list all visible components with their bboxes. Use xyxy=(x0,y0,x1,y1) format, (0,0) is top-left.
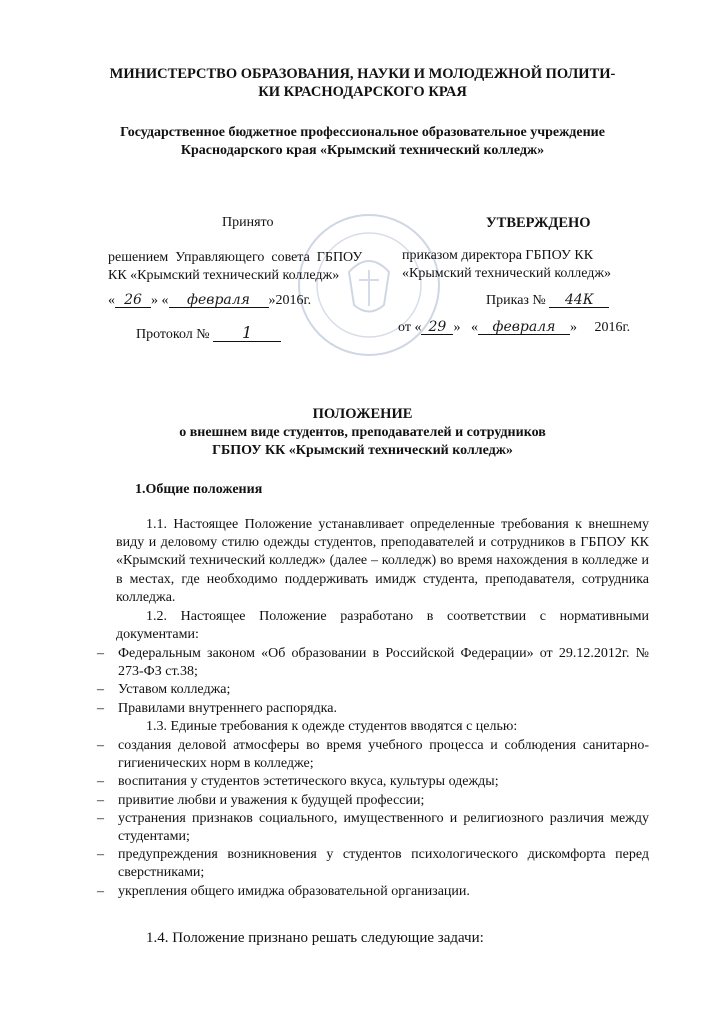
list-item: – укрепления общего имиджа образовательной организации. xyxy=(97,883,649,901)
paragraph-1-1: 1.1. Настоящее Положение устанавливает определенные требования к внешнему виду и деловому стилю одежды студентов, преподавателей и сотрудников в ГБПОУ КК «Крымский технический колледж» (далее – колледж) во время нахождения в колледже и в местах, где необходимо поддерживать имидж студента, преподавателя, сотрудника колледжа. xyxy=(116,517,649,605)
order-from-label: от xyxy=(398,320,411,335)
list-item: – устранения признаков социального, имущественного и религиозного различия между студентами; xyxy=(97,810,649,846)
council-decision-line-1: решением Управляющего совета ГБПОУ xyxy=(108,250,363,265)
director-order-line-1: приказом директора ГБПОУ КК xyxy=(402,248,594,263)
list-item: – предупреждения возникновения у студентов психологического дискомфорта перед сверстниками; xyxy=(97,846,649,882)
section-1-heading: 1.Общие положения xyxy=(135,482,263,497)
approved-label: УТВЕРЖДЕНО xyxy=(486,215,591,231)
accepted-label: Принято xyxy=(222,215,274,230)
order-number-line xyxy=(486,293,609,309)
order-label: Приказ № xyxy=(486,293,546,308)
official-seal xyxy=(294,210,444,360)
institution-line-1: Государственное бюджетное профессиональное образовательное учреждение xyxy=(120,125,605,140)
order-date-year: 2016г. xyxy=(594,320,631,335)
list-item: – Федеральным законом «Об образовании в Российской Федерации» от 29.12.2012г. № 273-ФЗ ст.38; xyxy=(97,645,649,681)
list-1-3 xyxy=(97,737,649,901)
order-date-line: от « 29 » « февраля » 2016г. xyxy=(398,319,631,335)
council-decision-line-2: КК «Крымский технический колледж» xyxy=(108,268,340,283)
list-1-2 xyxy=(97,645,649,718)
protocol-line xyxy=(136,325,281,343)
paragraph-1-3: 1.3. Единые требования к одежде студентов вводятся с целью: xyxy=(146,719,518,734)
document-subtitle-line-2: ГБПОУ КК «Крымский технический колледж» xyxy=(212,443,513,458)
list-item: – создания деловой атмосферы во время учебного процесса и соблюдения санитарно-гигиенических норм в колледже; xyxy=(97,737,649,773)
document-title: ПОЛОЖЕНИЕ xyxy=(312,406,413,422)
document-subtitle-line-1: о внешнем виде студентов, преподавателей и сотрудников xyxy=(179,425,546,440)
protocol-number: 1 xyxy=(213,325,281,342)
order-date-day: 29 xyxy=(421,320,453,335)
ministry-line-1: МИНИСТЕРСТВО ОБРАЗОВАНИЯ, НАУКИ И МОЛОДЕЖНОЙ ПОЛИТИ- xyxy=(109,66,616,82)
order-number: 44К xyxy=(549,293,609,308)
council-date-year: 2016г. xyxy=(275,293,312,308)
list-item: – воспитания у студентов эстетического вкуса, культуры одежды; xyxy=(97,773,649,791)
list-item: – привитие любви и уважения к будущей профессии; xyxy=(97,792,649,810)
institution-line-2: Краснодарского края «Крымский технический колледж» xyxy=(180,143,545,158)
director-order-line-2: «Крымский технический колледж» xyxy=(402,266,612,281)
list-item: – Правилами внутреннего распорядка. xyxy=(97,700,649,718)
paragraph-1-2: 1.2. Настоящее Положение разработано в соответствии с нормативными документами: xyxy=(116,609,649,643)
order-date-month: февраля xyxy=(478,320,570,335)
protocol-label: Протокол № xyxy=(136,327,210,342)
council-decision-date: « 26 » « февраля »2016г. xyxy=(108,292,312,308)
ministry-line-2: КИ КРАСНОДАРСКОГО КРАЯ xyxy=(258,84,467,100)
list-item: – Уставом колледжа; xyxy=(97,681,649,699)
council-date-day: 26 xyxy=(115,293,151,308)
paragraph-1-4: 1.4. Положение признано решать следующие задачи: xyxy=(146,930,484,946)
council-date-month: февраля xyxy=(169,293,269,308)
